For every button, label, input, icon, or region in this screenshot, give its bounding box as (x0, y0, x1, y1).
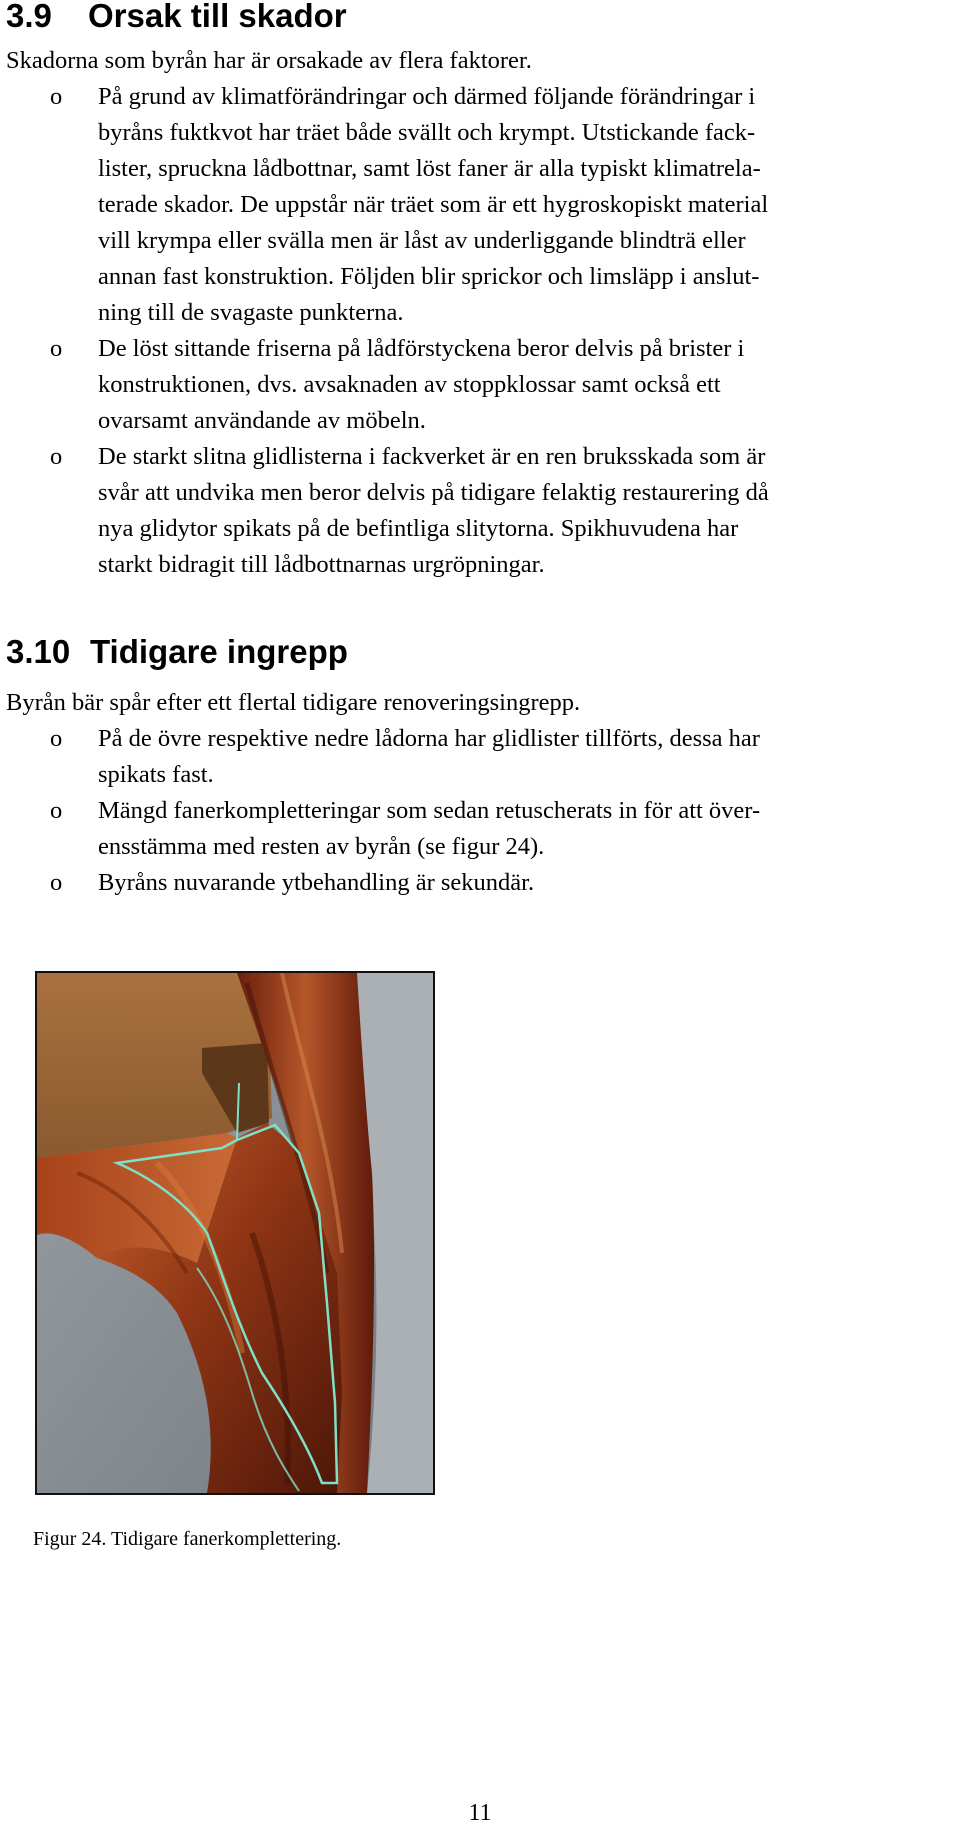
text-line: De starkt slitna glidlisterna i fackverket är en ren bruksskada som är (98, 443, 766, 470)
text-line: vill krympa eller svälla men är låst av underliggande blindträ eller (98, 227, 746, 254)
text-line: spikats fast. (98, 761, 214, 788)
text-line: Mängd fanerkompletteringar som sedan retuscherats in för att över- (98, 797, 761, 824)
text-line: svår att undvika men beror delvis på tidigare felaktig restaurering då (98, 479, 769, 506)
text-line: ensstämma med resten av byrån (se figur 24). (98, 833, 545, 860)
list-item-text (98, 79, 960, 331)
text-line: lister, spruckna lådbottnar, samt löst faner är alla typiskt klimatrela- (98, 155, 761, 182)
list-item-text (98, 793, 960, 865)
furniture-detail-image (37, 973, 433, 1493)
text-line: annan fast konstruktion. Följden blir sprickor och limsläpp i anslut- (98, 263, 760, 290)
text-line: byråns fuktkvot har träet både svällt och krympt. Utstickande fack- (98, 119, 756, 146)
section-intro: Byrån bär spår efter ett flertal tidigare renoveringsingrepp. (6, 689, 581, 716)
section-heading-3-10 (6, 634, 348, 670)
list-item-text (98, 331, 960, 439)
figure-photo (35, 971, 435, 1495)
section-number: 3.10 (6, 633, 71, 670)
text-line: terade skador. De uppstår när träet som är ett hygroskopiskt material (98, 191, 769, 218)
bullet-marker: o (50, 725, 63, 752)
section-heading-3-9 (6, 0, 347, 34)
bullet-marker: o (50, 869, 63, 896)
list-item-text (98, 721, 960, 793)
bullet-marker: o (50, 797, 63, 824)
figure-caption: Figur 24. Tidigare fanerkomplettering. (33, 1528, 342, 1550)
text-line: På grund av klimatförändringar och därmed följande förändringar i (98, 83, 756, 110)
text-line: Byråns nuvarande ytbehandling är sekundär. (98, 869, 535, 896)
section-number: 3.9 (6, 0, 52, 34)
bullet-marker: o (50, 83, 63, 110)
text-line: De löst sittande friserna på lådförstyckena beror delvis på brister i (98, 335, 745, 362)
text-line: nya glidytor spikats på de befintliga slitytorna. Spikhuvudena har (98, 515, 739, 542)
list-item-text (98, 865, 960, 901)
text-line: starkt bidragit till lådbottnarnas urgröpningar. (98, 551, 545, 578)
text-line: ovarsamt användande av möbeln. (98, 407, 426, 434)
section-intro: Skadorna som byrån har är orsakade av flera faktorer. (6, 47, 532, 74)
text-line: ning till de svagaste punkterna. (98, 299, 404, 326)
section-title: Tidigare ingrepp (90, 633, 348, 670)
page-number: 11 (468, 1800, 492, 1826)
text-line: konstruktionen, dvs. avsaknaden av stoppklossar samt också ett (98, 371, 721, 398)
bullet-marker: o (50, 443, 63, 470)
list-item-text (98, 439, 960, 583)
text-line: På de övre respektive nedre lådorna har glidlister tillförts, dessa har (98, 725, 760, 752)
bullet-marker: o (50, 335, 63, 362)
section-title: Orsak till skador (88, 0, 347, 34)
